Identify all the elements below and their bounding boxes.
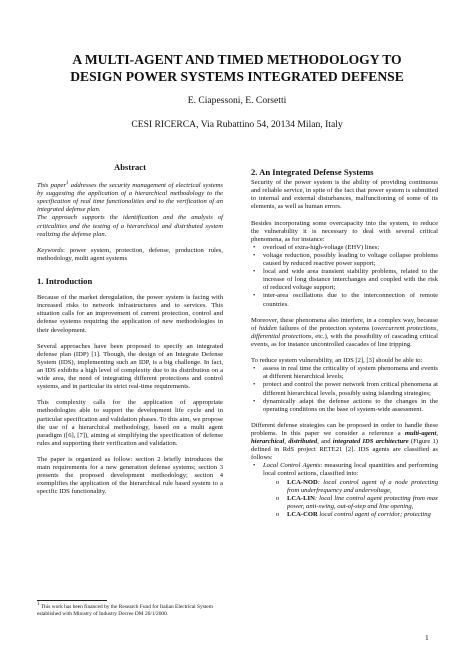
lca-sublist [263,479,438,519]
sublist-item: o LCA-LIN: local line control agent protecting from max power, anti-swing, out-of-step and line opening, [263,495,438,511]
list-item: • assess in real time the criticality of system phenomena and events at different hierarchical levels; [251,365,438,381]
section-2-paragraph-2: Besides incorporating some overcapacity into the system, to reduce the vulnerability it is necessary to deal with several critical phenomena, as for instance: [251,219,438,243]
section-2-heading: 2. An Integrated Defense Systems [251,167,374,177]
intro-paragraph-1: Because of the market deregulation, the power system is facing with increased risks to network infrastructures and to services. This situation calls for an improvement of current protection, control and defense systems requiring the application of new methodologies in their development. [37,294,223,334]
right-column [251,168,438,527]
title-line-1: A MULTI-AGENT AND TIMED METHODOLOGY TO [72,52,402,67]
keywords: Keywords: power system, protection, defense, production rules, methodology, multi agent systems [37,246,223,262]
section-2-paragraph-1: Security of the power system is the ability of providing continuous and reliable service, in spite of the fact that power system is submitted to internal and external disturbances, malfunctioning of some of its elements, as well as human errors. [251,179,438,211]
section-2-paragraph-5: Different defense strategies can be proposed in order to handle these problems. In this paper we consider a reference a multi-agent, hierarchical, distributed, and integrated IDS architecture (Figure 1) defined in RdS project RETE21 [2]. IDS agents are classified as follows: [251,421,438,462]
title-line-2: DESIGN POWER SYSTEMS INTEGRATED DEFENSE [70,68,404,84]
abstract-paragraph-1: This paper$^1$ addresses the security management of electrical systems by suggesting the application of a hierarchical methodology to the specification of real time functionalities and to the verification of an integrated defense plan. [37,180,223,214]
paper-title [30,52,444,85]
intro-paragraph-3: This complexity calls for the application of appropriate methodologies able to support the development life cycle and in particular specification and validation phases. To this aim, we propose the use of a hierarchical methodology, based on a multi agent paradigm ([6], [7]), aiming at simplifying the specification of defense rules and supporting their verification and validation. [37,399,223,447]
introduction-heading: 1. Introduction [37,276,93,287]
list-item: • voltage reduction, possibly leading to voltage collapse problems caused by reduced reactive power support; [251,252,438,268]
affiliation: CESI RICERCA, Via Rubattino 54, 20134 Milan, Italy [131,119,343,130]
agent-class-list [251,462,438,519]
intro-paragraph-2: Several approaches have been proposed to specify an integrated defense plan (IDP) [1]. Though, the design of an Integrate Defense System (IDS), implementing such an IDP, is a big challenge. In fact, an IDS exhibits a high level of complexity due to its distribution on a wide area, the need of integrating different protections and control systems, and in particular its strict real-time requirements. [37,342,223,391]
list-item: • overload of extra-high-voltage (EHV) lines; [251,244,438,252]
left-column [37,157,223,505]
page-number: 1 [425,633,429,642]
intro-paragraph-4: The paper is organized as follow: section 2 briefly introduces the main requirements for a new generation defense systems; section 3 presents the proposed development methodology; section 4 exemplifies the application of the hierarchical rule based system to a specific IDS functionality. [37,456,223,496]
ids-capabilities-list [251,365,438,414]
footnote-rule [37,600,107,601]
section-2-paragraph-3: Moreover, these phenomena also interfere, in a complex way, because of hidden failures of the protection systems (overcurrent protections, differential protections, etc.), with the possibility of cascading critical events, as for instance uncontrolled cascades of line tripping. [251,316,439,348]
footnote-mark: 1 [66,180,69,186]
abstract-heading: Abstract [114,162,146,172]
footnote: $^1$ This work has been financed by the Research Fund for Italian Electrical System established with Ministry of Industry Decree DM 26/1/2000. [37,600,223,617]
list-item: • inter-area oscillations due to the interconnection of remote countries. [251,292,438,308]
list-item: • protect and control the power network from critical phenomena at different hierarchical levels, possibly using islanding strategies; [251,381,438,397]
list-item: • dynamically adapt the defense actions to the changes in the operating conditions on the base of system-wide assessment. [251,398,438,414]
authors: E. Ciapessoni, E. Corsetti [187,95,287,106]
sublist-item: o LCA-NOD: local control agent of a node protecting from underfrequency and undervoltage, [263,479,438,495]
phenomena-list [251,244,438,309]
sublist-item: o LCA-COR local control agent of corridor; protecting [263,511,438,519]
list-item: • Local Control Agents: measuring local quantities and performing local control actions, classified into: o LCA-NOD: local control agent of a node protecting from underfrequency and undervoltage, o LCA-LIN: local line control agent protecting from max power, anti-swing, out-of-step and line opening, o LCA-COR local control agent of corridor; protecting [251,462,438,519]
keywords-label: Keywords [37,246,64,254]
section-2-paragraph-4: To reduce system vulnerability, an IDS [2], [3] should be able to: [251,357,423,365]
abstract-paragraph-2: The approach supports the identification and the analysis of criticalities and the testing of a hierarchical and distributed system realizing the defense plan. [37,214,223,238]
list-item: • local and wide area transient stability problems, related to the increase of long distance interchanges and coupled with the risk of reduced voltage support; [251,268,438,292]
